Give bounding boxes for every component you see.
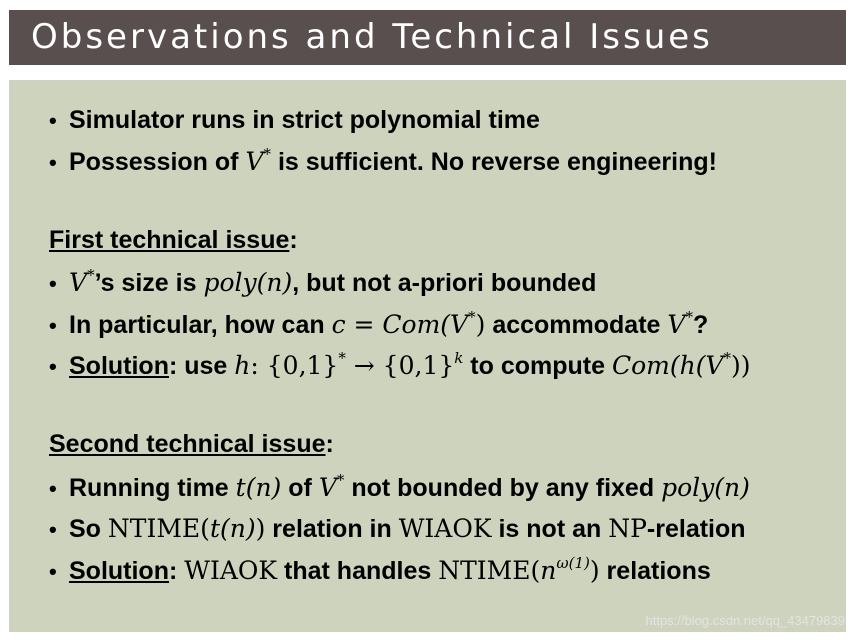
heading-colon: : xyxy=(325,430,334,458)
math-star: * xyxy=(338,349,346,367)
math-star: * xyxy=(723,349,732,367)
issue2-bullet-ntime xyxy=(49,514,746,544)
bullet-text: ’s size is xyxy=(94,269,204,297)
bullet-dot: • xyxy=(49,559,57,584)
issue1-bullet-particular xyxy=(49,310,708,340)
math-wiaok: WIAOK xyxy=(184,556,278,585)
math-ntime: NTIME( xyxy=(438,556,541,585)
solution-label: Solution xyxy=(69,557,169,585)
bullet-text: relation in xyxy=(265,515,399,543)
bullet-dot: • xyxy=(49,271,57,296)
bullet-text: -relation xyxy=(646,515,746,543)
math-star: * xyxy=(263,145,272,163)
bullet-text: is not an xyxy=(491,515,609,543)
bullet-text: Simulator runs in strict polynomial time xyxy=(69,106,540,134)
math-set: : {0,1} xyxy=(250,351,339,380)
bullet-text: So xyxy=(69,515,108,543)
bullet-dot: • xyxy=(49,354,57,379)
bullet-text: accommodate xyxy=(485,311,668,339)
solution-label: Solution xyxy=(69,352,169,380)
slide-title: Observations and Technical Issues xyxy=(31,17,713,57)
math-paren: ) xyxy=(255,514,266,543)
math-k: k xyxy=(454,349,464,367)
bullet-simulator xyxy=(49,106,540,135)
issue1-heading: First technical issue xyxy=(49,226,290,254)
math-v: V xyxy=(69,268,88,297)
bullet-text: ? xyxy=(692,311,709,339)
math-star: * xyxy=(685,308,693,326)
math-poly: poly(n) xyxy=(661,473,750,502)
title-bar xyxy=(9,10,846,65)
bullet-text: Running time xyxy=(69,474,236,502)
slide-content xyxy=(9,80,846,632)
bullet-text: : use xyxy=(168,352,235,380)
bullet-text: to compute xyxy=(463,352,612,380)
issue2-bullet-running xyxy=(49,473,750,503)
math-star: * xyxy=(468,308,476,326)
bullet-dot: • xyxy=(49,476,57,501)
bullet-text: is sufficient. No reverse engineering! xyxy=(271,148,717,176)
math-n: n xyxy=(540,556,557,585)
issue1-bullet-solution xyxy=(49,351,751,381)
bullet-text: that handles xyxy=(277,557,439,585)
math-poly: poly(n) xyxy=(203,268,293,297)
math-t: t(n) xyxy=(209,514,256,543)
issue2-bullet-solution xyxy=(49,556,711,586)
math-t: t(n) xyxy=(235,473,282,502)
issue2-heading: Second technical issue xyxy=(49,430,326,458)
math-v: V xyxy=(245,147,264,176)
math-paren: ) xyxy=(475,310,486,339)
math-star: * xyxy=(336,471,345,489)
bullet-dot: • xyxy=(49,313,57,338)
bullet-text: Possession of xyxy=(69,148,246,176)
bullet-text: : xyxy=(168,557,185,585)
math-star: * xyxy=(87,266,95,284)
bullet-text: In particular, how can xyxy=(69,311,332,339)
math-omega: ω(1) xyxy=(556,554,590,572)
math-wiaok: WIAOK xyxy=(398,514,492,543)
watermark: https://blog.csdn.net/qq_43479839 xyxy=(645,613,845,628)
math-paren: )) xyxy=(731,351,751,380)
bullet-text: of xyxy=(281,474,319,502)
math-arrow-set: → {0,1} xyxy=(345,351,455,380)
bullet-text: , but not a-priori bounded xyxy=(292,269,597,297)
math-paren: ) xyxy=(589,556,600,585)
math-ntime: NTIME( xyxy=(107,514,210,543)
math-v: V xyxy=(667,310,686,339)
bullet-text: relations xyxy=(599,557,711,585)
bullet-text: not bounded by any fixed xyxy=(344,474,662,502)
heading-colon: : xyxy=(289,226,298,254)
bullet-dot: • xyxy=(49,517,57,542)
math-com: c = Com(V xyxy=(331,310,469,339)
math-np: NP xyxy=(608,514,647,543)
bullet-dot: • xyxy=(49,108,57,133)
math-v: V xyxy=(318,473,337,502)
issue2-heading-line xyxy=(49,430,334,459)
bullet-possession xyxy=(49,147,717,177)
bullet-dot: • xyxy=(49,150,57,175)
math-com-h: Com(h(V xyxy=(611,351,724,380)
math-h: h xyxy=(234,351,251,380)
issue1-bullet-size xyxy=(49,268,596,298)
issue1-heading-line xyxy=(49,226,298,255)
